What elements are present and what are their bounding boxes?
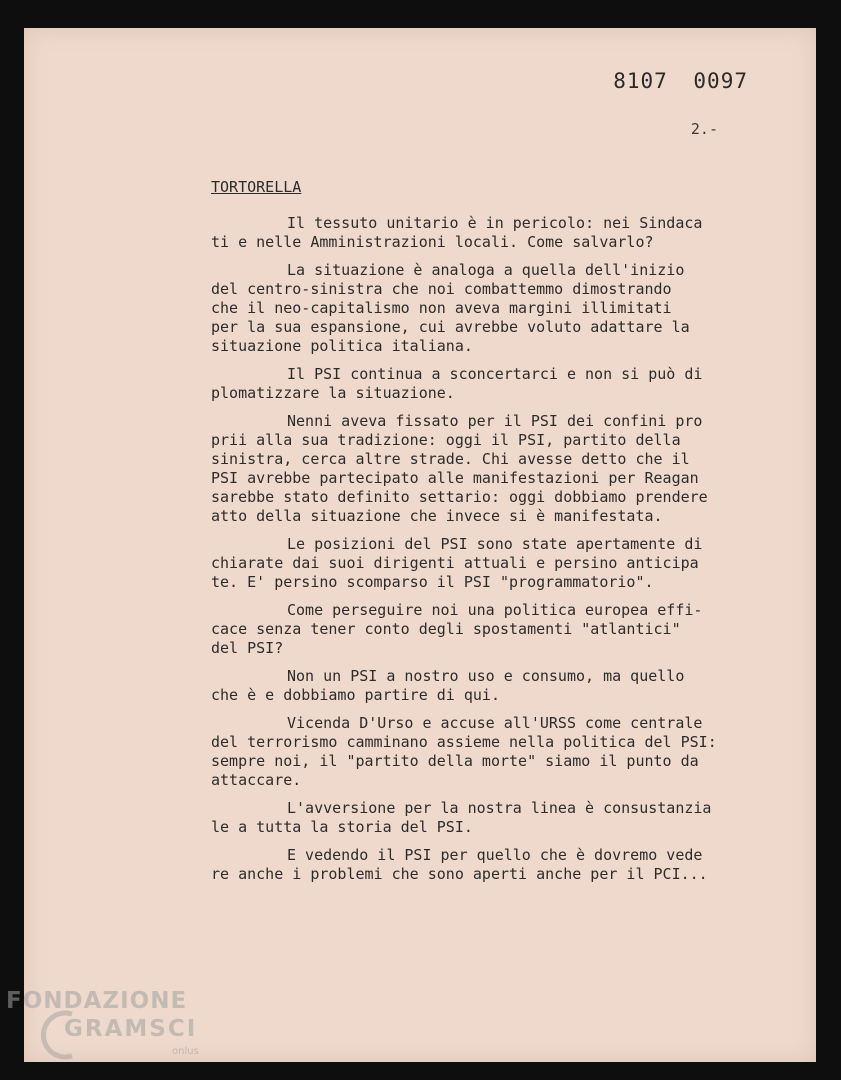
paragraph [211, 846, 771, 884]
text-line: te. E' persino scomparso il PSI "programmatorio". [211, 573, 654, 591]
text-line: attaccare. [211, 771, 302, 789]
document-body [211, 214, 771, 893]
paragraph [211, 412, 771, 526]
document-number: 8107 0097 [613, 69, 748, 93]
paragraph [211, 714, 771, 790]
text-line: che è e dobbiamo partire di qui. [211, 686, 500, 704]
paragraph [211, 214, 771, 252]
text-line: atto della situazione che invece si è manifestata. [211, 507, 663, 525]
text-line: Nenni aveva fissato per il PSI dei confini pro [287, 412, 703, 430]
text-line: le a tutta la storia del PSI. [211, 818, 473, 836]
text-line: Come perseguire noi una politica europea effi- [287, 601, 703, 619]
text-line: chiarate dai suoi dirigenti attuali e persino anticipa [211, 554, 699, 572]
logo-text-fondazione: FONDAZIONE [6, 988, 188, 1014]
paragraph [211, 799, 771, 837]
text-line: ti e nelle Amministrazioni locali. Come salvarlo? [211, 233, 654, 251]
text-line: prii alla sua tradizione: oggi il PSI, partito della [211, 431, 681, 449]
text-line: Il PSI continua a sconcertarci e non si può di [287, 365, 703, 383]
text-line: plomatizzare la situazione. [211, 384, 455, 402]
text-line: Le posizioni del PSI sono state apertamente di [287, 535, 703, 553]
text-line: E vedendo il PSI per quello che è dovremo vede [287, 846, 703, 864]
page-number: 2.- [690, 120, 718, 138]
text-line: che il neo-capitalismo non aveva margini illimitati [211, 299, 672, 317]
paragraph [211, 261, 771, 356]
text-line: per la sua espansione, cui avrebbe voluto adattare la [211, 318, 690, 336]
text-line: Vicenda D'Urso e accuse all'URSS come centrale [287, 714, 703, 732]
paragraph [211, 535, 771, 592]
fondazione-gramsci-logo [6, 988, 216, 1068]
text-line: PSI avrebbe partecipato alle manifestazioni per Reagan [211, 469, 699, 487]
text-line: del terrorismo camminano assieme nella politica del PSI: [211, 733, 717, 751]
text-line: sinistra, cerca altre strade. Chi avesse detto che il [211, 450, 690, 468]
logo-text-onlus: onlus [172, 1046, 199, 1057]
text-line: L'avversione per la nostra linea è consustanzia [287, 799, 712, 817]
document-page [24, 28, 816, 1062]
paragraph [211, 601, 771, 658]
text-line: La situazione è analoga a quella dell'inizio [287, 261, 685, 279]
paragraph [211, 365, 771, 403]
text-line: Il tessuto unitario è in pericolo: nei Sindaca [287, 214, 703, 232]
logo-text-gramsci: GRAMSCI [64, 1016, 198, 1042]
text-line: re anche i problemi che sono aperti anche per il PCI... [211, 865, 708, 883]
paragraph [211, 667, 771, 705]
text-line: cace senza tener conto degli spostamenti "atlantici" [211, 620, 681, 638]
text-line: del PSI? [211, 639, 284, 657]
text-line: sempre noi, il "partito della morte" siamo il punto da [211, 752, 699, 770]
text-line: del centro-sinistra che noi combattemmo dimostrando [211, 280, 672, 298]
text-line: sarebbe stato definito settario: oggi dobbiamo prendere [211, 488, 708, 506]
text-line: situazione politica italiana. [211, 337, 473, 355]
speaker-name: TORTORELLA [211, 178, 302, 196]
text-line: Non un PSI a nostro uso e consumo, ma quello [287, 667, 685, 685]
